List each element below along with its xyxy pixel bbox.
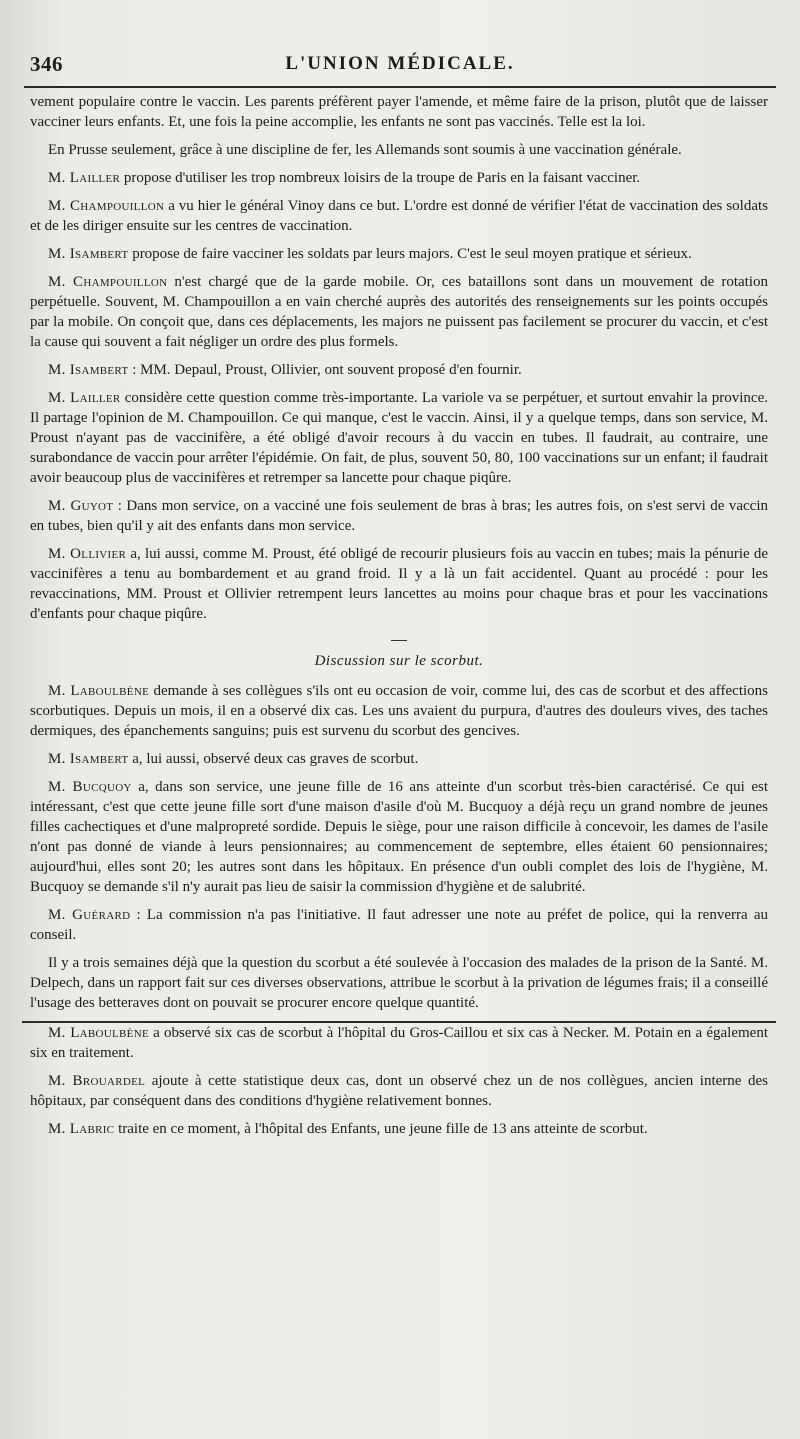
paragraph bbox=[30, 681, 768, 749]
paragraph-text: a, lui aussi, observé deux cas graves de scorbut. bbox=[132, 751, 419, 767]
paragraph bbox=[30, 272, 768, 360]
article-body bbox=[30, 92, 768, 1147]
header-rule bbox=[24, 86, 776, 88]
speaker-name: M. Isambert bbox=[48, 246, 129, 262]
paragraph-text: En Prusse seulement, grâce à une discipline de fer, les Allemands sont soumis à une vaccination générale. bbox=[48, 142, 682, 158]
paragraph-text: : Dans mon service, on a vacciné une fois seulement de bras à bras; les autres fois, on s'est servi de vaccin en tubes, bien qu'il y ait des enfants dans mon service. bbox=[30, 498, 769, 534]
speaker-name: M. Guyot bbox=[48, 498, 114, 514]
speaker-name: M. Champouillon bbox=[48, 274, 168, 290]
paragraph-text: a, dans son service, une jeune fille de 16 ans atteinte d'un scorbut très-bien caractérisé. Ce qui est intéressant, c'est que cette jeune fille sort d'une maison d'asile d'où M. Bucquoy a déjà reçu un grand nombre de jeunes filles cachectiques et d'une malpropreté sordide. Depuis le siège, pour une raison difficile à concevoir, les dames de l'asile n'ont pas donné de viande à leurs pensionnaires; au commencement de septembre, elles étaient 60 pensionnaires; aujourd'hui, elles sont 20; les autres sont dans les hôpitaux. En présence d'un oubli complet des lois de l'hygiène, M. Bucquoy se demande s'il n'y aurait pas lieu de saisir la commission d'hygiène et de salubrité. bbox=[30, 779, 768, 895]
speaker-name: M. Labric bbox=[48, 1121, 115, 1137]
section-divider bbox=[391, 640, 407, 641]
paragraph-text: : La commission n'a pas l'initiative. Il faut adresser une note au préfet de police, qui la renverra au conseil. bbox=[30, 907, 768, 943]
paragraph bbox=[30, 92, 768, 140]
paragraph bbox=[30, 544, 768, 632]
paragraph-text: n'est chargé que de la garde mobile. Or, ces bataillons sont dans un mouvement de rotation perpétuelle. Souvent, M. Champouillon a en vain cherché auprès des autorités des renseignements sur les points occupés par la mobile. On conçoit que, dans ces déplacements, les majors ne puissent pas facilement se procurer du vaccin, et c'est la cause qui souvent a fait négliger un ordre des plus formels. bbox=[30, 274, 768, 350]
paragraph bbox=[30, 496, 768, 544]
speaker-name: M. Isambert bbox=[48, 362, 129, 378]
journal-title: L'UNION MÉDICALE. bbox=[285, 53, 515, 74]
speaker-name: M. Isambert bbox=[48, 751, 129, 767]
paragraph bbox=[30, 953, 768, 1021]
paragraph-text: a vu hier le général Vinoy dans ce but. L'ordre est donné de vérifier l'état de vaccination des soldats et de les diriger ensuite sur les centres de vaccination. bbox=[30, 198, 768, 234]
paragraph-text: : MM. Depaul, Proust, Ollivier, ont souvent proposé d'en fournir. bbox=[132, 362, 522, 378]
paragraph-text: Il y a trois semaines déjà que la question du scorbut a été soulevée à l'occasion des malades de la prison de la Santé. M. Delpech, dans un rapport fait sur ces diverses observations, attribue le scorbut à la privation de légumes frais; il a conseillé l'usage des betteraves dont on pouvait se procurer encore quelque quantité. bbox=[30, 955, 768, 1011]
paragraph-text: considère cette question comme très-importante. La variole va se perpétuer, et surtout envahir la province. Il partage l'opinion de M. Champouillon. Ce qui manque, c'est le vaccin. Ainsi, il y a quelque temps, dans son service, M. Proust n'ayant pas de vaccinifère, a été obligé d'avoir recours à du vaccin en tubes. Il faudrait, au contraire, une surabondance de vaccin pour arrêter l'épidémie. On fait, de plus, souvent 50, 80, 100 vaccinations sur un enfant; il faudrait avoir beaucoup plus de vaccinifères et retremper sa lancette pour chaque piqûre. bbox=[30, 390, 768, 486]
paragraph bbox=[30, 777, 768, 905]
section-heading: Discussion sur le scorbut. bbox=[314, 653, 484, 669]
paragraph-text: propose de faire vacciner les soldats par leurs majors. C'est le seul moyen pratique et sérieux. bbox=[132, 246, 692, 262]
paragraph bbox=[30, 1119, 768, 1147]
paragraph-text: a, lui aussi, comme M. Proust, été obligé de recourir plusieurs fois au vaccin en tubes; mais la pénurie de vaccinifères a tenu au bombardement et au grand froid. Il y a là un fait accidentel. Quant au procédé : pour les revaccinations, MM. Proust et Ollivier retrempent leurs lancettes au moins pour chaque bras et pour les vaccinations d'enfants pour chaque piqûre. bbox=[30, 546, 768, 622]
paragraph-text: ajoute à cette statistique deux cas, dont un observé chez un de nos collègues, ancien interne des hôpitaux, par conséquent dans des conditions d'hygiène relativement bonnes. bbox=[30, 1073, 769, 1109]
speaker-name: M. Laboulbène bbox=[48, 1025, 149, 1041]
paragraph bbox=[30, 1023, 768, 1071]
paragraph-text: propose d'utiliser les trop nombreux loisirs de la troupe de Paris en la faisant vacciner. bbox=[123, 170, 641, 186]
speaker-name: M. Bucquoy bbox=[48, 779, 132, 795]
scurvy-discussion bbox=[30, 681, 768, 1147]
page-number: 346 bbox=[30, 52, 63, 76]
paragraph-text: demande à ses collègues s'ils ont eu occasion de voir, comme lui, des cas de scorbut et des affections scorbutiques. Depuis un mois, il en a observé dix cas. Les uns avaient du purpura, d'autres des douleurs vives, des taches dermiques, des épanchements sanguins; puis est survenu du scorbut des gencives. bbox=[30, 683, 769, 739]
speaker-name: M. Brouardel bbox=[48, 1073, 146, 1089]
paragraph bbox=[30, 749, 768, 777]
speaker-name: M. Laboulbène bbox=[48, 683, 150, 699]
running-head bbox=[30, 52, 770, 80]
paragraph bbox=[30, 905, 768, 953]
speaker-name: M. Lailler bbox=[48, 170, 121, 186]
paragraph bbox=[30, 388, 768, 496]
vaccination-discussion bbox=[30, 92, 768, 632]
paragraph bbox=[30, 244, 768, 272]
paragraph bbox=[30, 1071, 768, 1119]
paragraph-text: a observé six cas de scorbut à l'hôpital du Gros-Caillou et six cas à Necker. M. Potain en a également six en traitement. bbox=[30, 1025, 769, 1061]
paragraph bbox=[30, 360, 768, 388]
speaker-name: M. Guérard bbox=[48, 907, 131, 923]
paragraph bbox=[30, 140, 768, 168]
speaker-name: M. Ollivier bbox=[48, 546, 127, 562]
paragraph bbox=[30, 168, 768, 196]
paragraph bbox=[30, 196, 768, 244]
speaker-name: M. Lailler bbox=[48, 390, 121, 406]
paragraph-text: traite en ce moment, à l'hôpital des Enfants, une jeune fille de 13 ans atteinte de scorbut. bbox=[118, 1121, 648, 1137]
paragraph-text: vement populaire contre le vaccin. Les parents préfèrent payer l'amende, et même faire de la prison, plutôt que de laisser vacciner leurs enfants. Et, une fois la peine accomplie, les enfants ne sont pas vaccinés. Telle est la loi. bbox=[30, 94, 768, 130]
speaker-name: M. Champouillon bbox=[48, 198, 165, 214]
